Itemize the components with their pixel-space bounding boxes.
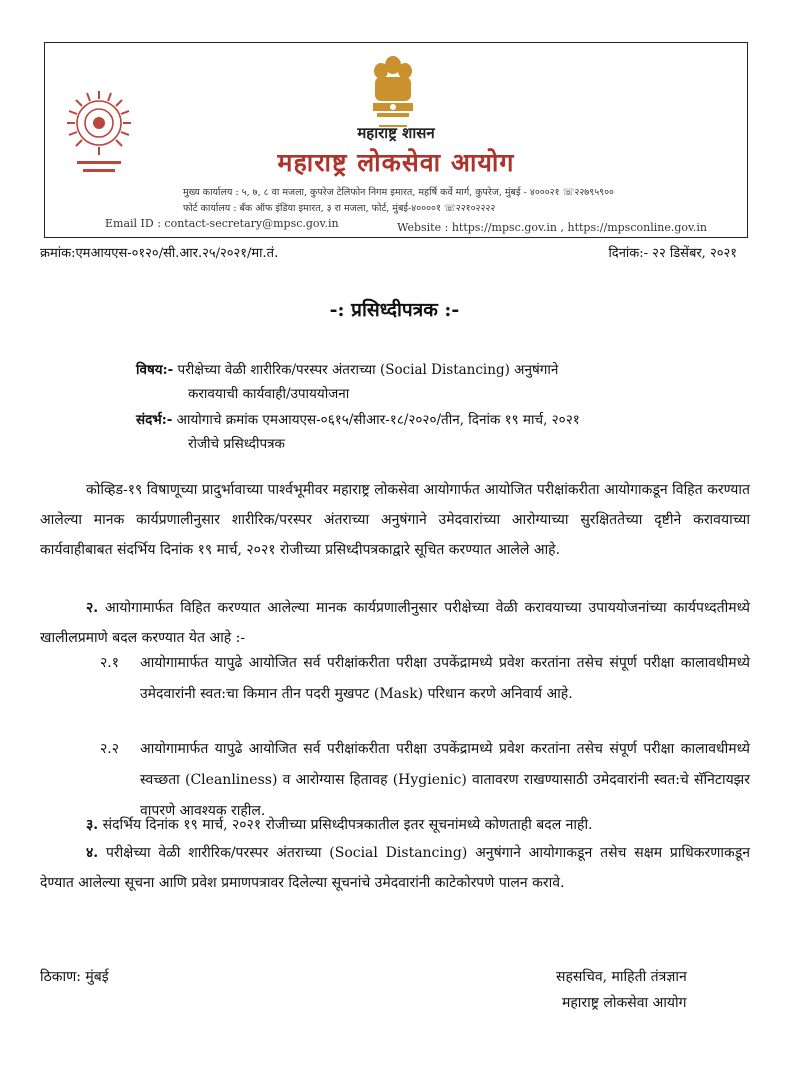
paragraph-1: कोव्हिड-१९ विषाणूच्या प्रादुर्भावाच्या पार्श्वभूमीवर महाराष्ट्र लोकसेवा आयोगार्फत आयोजित परीक्षांकरीता आयोगाकडून विहित करण्यात आलेल्या मानक कार्यप्रणालीनुसार शारीरिक/परस्पर अंतराच्या अनुषंगाने उमेदवारांच्या आरोग्याच्या सुरक्षिततेच्या दृष्टीने करावयाच्या कार्यवाहीबाबत संदर्भिय दिनांक १९ मार्च, २०२१ रोजीच्या प्रसिध्दीपत्रकाद्वारे सूचित करण्यात आलेले आहे. [40,482,750,558]
notice-title: -: प्रसिध्दीपत्रक :- [329,299,460,321]
fort-office-address: फोर्ट कार्यालय : बँक ऑफ इंडिया इमारत, ३ रा मजला, फोर्ट, मुंबई-४००००१ ☏२२१०२२२२ [183,203,496,214]
reference-line-1 [136,410,580,428]
signatory-organization: महाराष्ट्र लोकसेवा आयोग [562,995,687,1011]
paragraph-2 [40,593,750,653]
reference-label: संदर्भ:- [136,412,173,428]
subject-line-1 [136,360,558,378]
paragraph-4-text: परीक्षेच्या वेळी शारीरिक/परस्पर अंतराच्या (Social Distancing) अनुषंगाने आयोगाकडून तसेच सक्षम प्राधिकरणाकडून देण्यात आलेल्या सूचना आणि प्रवेश प्रमाणपत्रावर दिलेल्या सूचनांचे उमेदवारांनी काटेकोरपणे पालन करावे. [40,845,750,891]
subpoint-2-1-number: २.१ [100,655,120,671]
paragraph-3 [40,810,750,840]
subpoint-2-2-text: आयोगामार्फत यापुढे आयोजित सर्व परीक्षांकरीता परीक्षा उपकेंद्रामध्ये प्रवेश करतांना तसेच संपूर्ण परीक्षा कालावधीमध्ये स्वच्छता (Cleanliness) व आरोग्यास हितावह (Hygienic) वातावरण राखण्यासाठी उमेदवारांनी स्वत:चे सॅनिटायझर वापरणे आवश्यक राहील. [140,741,750,819]
main-office-address: मुख्य कार्यालय : ५, ७, ८ वा मजला, कुपरेज टेलिफोन निगम इमारत, महर्षि कर्वे मार्ग, कुपरेज, मुंबई - ४०००२१ ☏२२७९५९०० [183,187,614,198]
paragraph-4 [40,838,750,898]
subpoint-2-1-text: आयोगामार्फत यापुढे आयोजित सर्व परीक्षांकरीता परीक्षा उपकेंद्रामध्ये प्रवेश करतांना तसेच संपूर्ण परीक्षा कालावधीमध्ये उमेदवारांनी स्वत:चा किमान तीन पदरी मुखपट (Mask) परिधान करणे अनिवार्य आहे. [140,655,750,702]
reference-text-1: आयोगाचे क्रमांक एमआयएस-०६१५/सीआर-१८/२०२०/तीन, दिनांक १९ मार्च, २०२१ [176,412,580,428]
paragraph-2-text: आयोगामार्फत विहित करण्यात आलेल्या मानक कार्यप्रणालीनुसार परीक्षेच्या वेळी करावयाच्या उपाययोजनांच्या कार्यपध्दतीमध्ये खालीलप्रमाणे बदल करण्यात येत आहे :- [40,600,751,646]
subject-text-1: परीक्षेच्या वेळी शारीरिक/परस्पर अंतराच्या (Social Distancing) अनुषंगाने [177,362,559,378]
reference-text-2: रोजीचे प्रसिध्दीपत्रक [188,436,285,452]
paragraph-3-number: ३. [86,817,99,833]
signatory-designation: सहसचिव, माहिती तंत्रज्ञान [556,969,687,985]
subpoint-2-1 [100,648,750,710]
subpoint-2-2-number: २.२ [100,741,120,757]
paragraph-4-number: ४. [86,845,99,861]
paragraph-3-text: संदर्भिय दिनांक १९ मार्च, २०२१ रोजीच्या प्रसिध्दीपत्रकातील इतर सूचनांमध्ये कोणताही बदल नाही. [102,817,593,833]
email-id: Email ID : contact-secretary@mpsc.gov.in [105,217,339,230]
government-name: महाराष्ट्र शासन [357,124,435,142]
subject-label: विषय:- [136,362,174,378]
issue-date: दिनांक:- २२ डिसेंबर, २०२१ [608,246,737,261]
place-of-issue: ठिकाण: मुंबई [40,969,109,985]
website-link: Website : https://mpsc.gov.in , https://mpsconline.gov.in [397,221,707,234]
letterhead [44,42,748,238]
subject-text-2: करावयाची कार्यवाही/उपाययोजना [188,386,350,402]
paragraph-2-number: २. [86,600,99,616]
reference-number: क्रमांक:एमआयएस-०१२०/सी.आर.२५/२०२१/मा.तं. [40,246,279,261]
commission-name: महाराष्ट्र लोकसेवा आयोग [277,148,515,177]
